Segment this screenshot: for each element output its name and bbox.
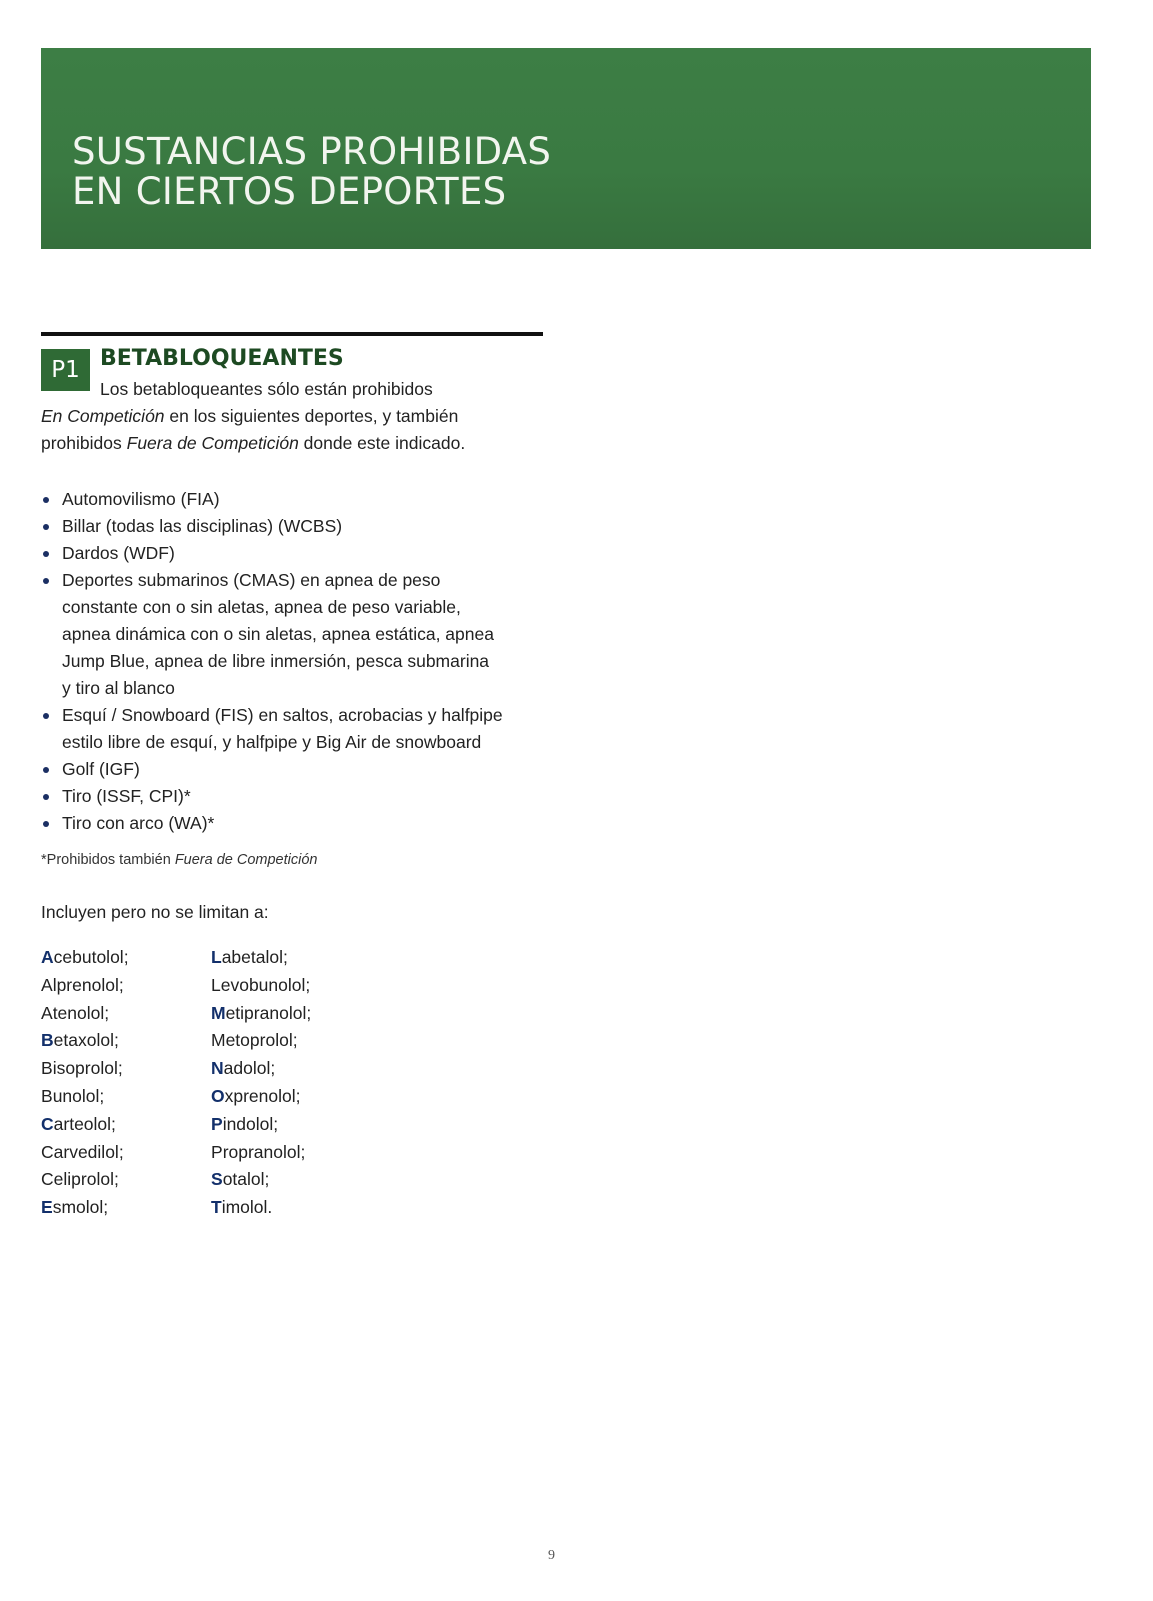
section-intro [41,376,561,457]
footnote [41,852,317,868]
sport-item [41,513,561,540]
section-title: BETABLOQUEANTES [100,346,344,371]
bullet-icon [43,551,49,557]
bullet-icon [43,767,49,773]
section-badge: P1 [41,349,90,391]
substance-name-rest: indolol; [222,1113,279,1134]
bullet-icon [43,821,49,827]
substance-initial: P [211,1113,223,1134]
substance-name-rest: ropranolol; [222,1141,306,1162]
sport-item [41,486,561,513]
includes-label: Incluyen pero no se limitan a: [41,902,269,922]
sport-item-line: Esquí / Snowboard (FIS) en saltos, acrobacias y halfpipe [62,705,503,725]
substance-item [41,1083,129,1111]
substance-initial: A [41,1002,53,1023]
page-title-line-1: SUSTANCIAS PROHIBIDAS [72,129,552,173]
substance-initial: O [211,1085,225,1106]
substance-item [41,1194,129,1222]
substance-initial: C [41,1169,54,1190]
substance-name-rest: adolol; [223,1058,276,1079]
substance-initial: A [41,974,53,995]
sport-item-line: Golf (IGF) [62,759,140,779]
sport-item [41,540,561,567]
substances-list-left [41,944,129,1222]
substance-item [41,972,129,1000]
substance-initial: N [211,1058,224,1079]
substance-initial: L [211,947,222,967]
bullet-icon [43,713,49,719]
substance-name-rest: cebutolol; [53,947,129,967]
sport-item-line: estilo libre de esquí, y halfpipe y Big Air de snowboard [62,732,482,752]
substance-name-rest: arvedilol; [53,1141,124,1162]
substance-name-rest: otalol; [222,1169,270,1190]
sport-item-line: Billar (todas las disciplinas) (WCBS) [62,516,343,536]
sport-item [41,783,561,810]
substance-initial: P [211,1141,223,1162]
substance-initial: M [211,1002,226,1023]
substance-item [41,1000,129,1028]
footnote-text: *Prohibidos también [41,852,175,868]
substance-item [211,1194,311,1222]
substance-item [211,1027,311,1055]
intro-line-2: en los siguientes deportes, y también [164,406,459,426]
substance-item [211,1139,311,1167]
substance-name-rest: tenolol; [52,1002,110,1023]
substance-initial: C [41,1113,54,1134]
substance-name-rest: etoprolol; [225,1030,298,1051]
sport-item-line: Tiro con arco (WA)* [62,813,215,833]
intro-line-3-start: prohibidos [41,433,127,453]
header-banner [41,48,1091,249]
substance-name-rest: unolol; [52,1085,105,1106]
substance-item [211,1055,311,1083]
section-divider [41,332,543,336]
sport-item-line: y tiro al blanco [62,678,175,698]
substance-name-rest: abetalol; [221,947,288,967]
substance-name-rest: isoprolol; [52,1058,123,1079]
substance-item [41,1055,129,1083]
sports-list [41,486,561,837]
substance-item [211,1000,311,1028]
substance-name-rest: smolol; [52,1197,109,1218]
page-title [72,129,552,213]
substance-item [211,1166,311,1194]
substance-initial: A [41,947,54,967]
substance-initial: C [41,1141,54,1162]
substance-item [211,1083,311,1111]
substance-name-rest: xprenolol; [224,1085,301,1106]
substance-initial: S [211,1169,223,1190]
sport-item [41,567,561,702]
substance-name-rest: evobunolol; [220,974,311,995]
substance-initial: B [41,1058,53,1079]
substance-item [41,1139,129,1167]
sport-item-line: Tiro (ISSF, CPI)* [62,786,191,806]
substance-item [41,1111,129,1139]
sport-item-line: Automovilismo (FIA) [62,489,220,509]
substance-initial: T [211,1197,222,1218]
sport-item-line: apnea dinámica con o sin aletas, apnea estática, apnea [62,624,494,644]
intro-line-3-rest: donde este indicado. [298,433,466,453]
substance-item [41,1166,129,1194]
substance-item [211,972,311,1000]
intro-line-1: Los betabloqueantes sólo están prohibidos [100,379,433,399]
substance-name-rest: arteolol; [53,1113,116,1134]
substance-item [41,1027,129,1055]
bullet-icon [43,578,49,584]
substance-item [41,944,129,972]
substance-name-rest: imolol. [221,1197,273,1218]
bullet-icon [43,497,49,503]
substance-initial: M [211,1030,226,1051]
page-number: 9 [548,1548,555,1563]
substance-item [211,944,311,972]
substance-item [211,1111,311,1139]
substance-name-rest: eliprolol; [53,1169,119,1190]
intro-in-competition: En Competición [41,406,165,426]
sport-item [41,756,561,783]
substance-initial: E [41,1197,53,1218]
sport-item-line: constante con o sin aletas, apnea de peso variable, [62,597,461,617]
sport-item-line: Jump Blue, apnea de libre inmersión, pesca submarina [62,651,490,671]
bullet-icon [43,794,49,800]
sport-item [41,702,561,756]
substance-initial: L [211,974,221,995]
sport-item [41,810,561,837]
intro-out-of-competition: Fuera de Competición [126,433,299,453]
substance-name-rest: lprenolol; [52,974,124,995]
bullet-icon [43,524,49,530]
substances-list-right [211,944,311,1222]
sport-item-line: Dardos (WDF) [62,543,175,563]
substance-name-rest: etipranolol; [225,1002,312,1023]
substance-initial: B [41,1030,54,1051]
sport-item-line: Deportes submarinos (CMAS) en apnea de peso [62,570,441,590]
page-title-line-2: EN CIERTOS DEPORTES [72,169,507,213]
substance-name-rest: etaxolol; [53,1030,119,1051]
footnote-italic: Fuera de Competición [174,852,318,868]
substance-initial: B [41,1085,53,1106]
